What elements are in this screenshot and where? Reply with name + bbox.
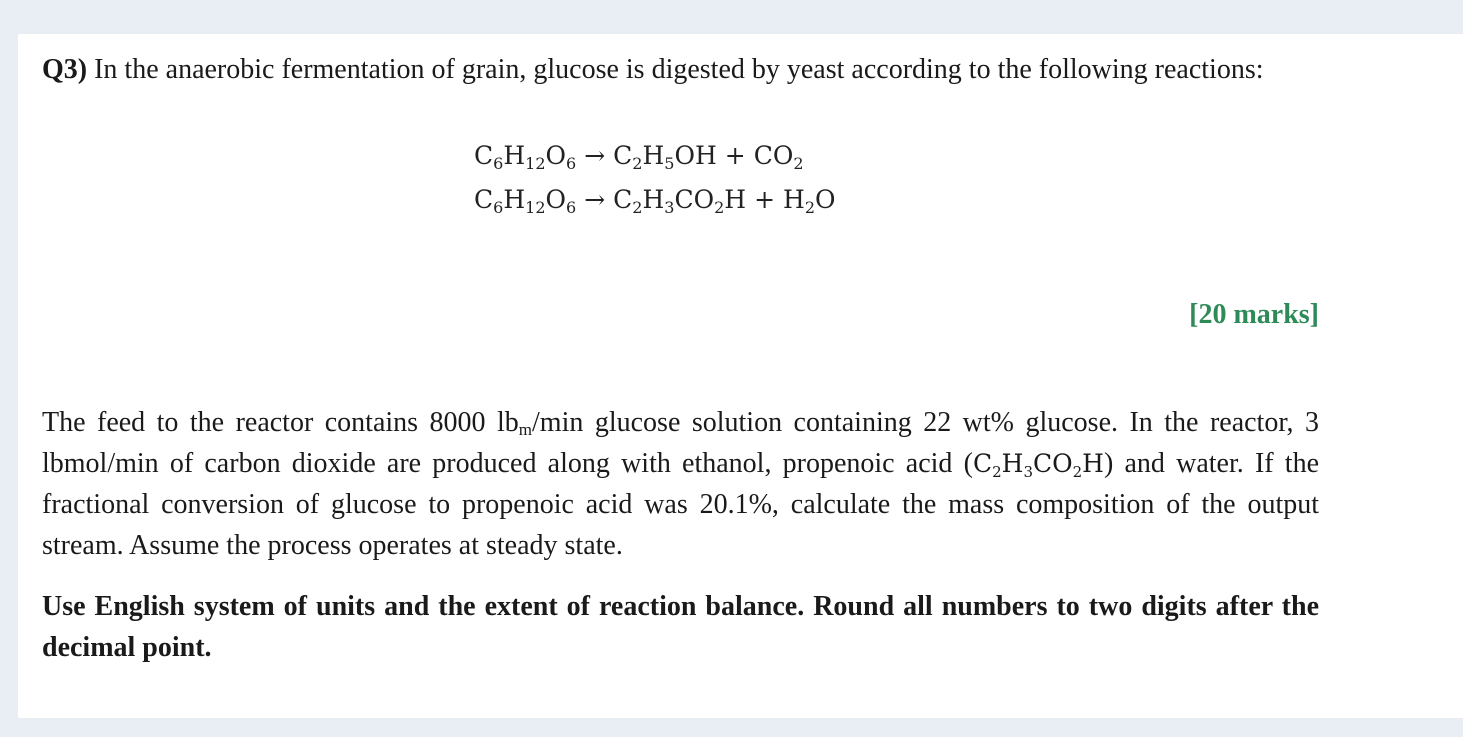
marks-label: [20 marks] — [1189, 299, 1319, 330]
reaction-arrow: → — [584, 141, 606, 170]
product-element: H — [783, 185, 805, 214]
question-card — [18, 34, 1463, 718]
product-element: CO — [753, 141, 794, 170]
product-subscript: 2 — [793, 154, 804, 173]
reaction-1 — [474, 134, 836, 178]
reactant-subscript: 6 — [493, 198, 504, 217]
unit-subscript: m — [518, 420, 533, 439]
formula-subscript: 2 — [992, 463, 1002, 481]
formula-subscript: 2 — [1072, 463, 1083, 481]
formula-element: C — [972, 449, 993, 478]
reactant-subscript: 6 — [566, 154, 577, 173]
reactant-subscript: 12 — [525, 154, 546, 173]
question-intro — [42, 49, 1319, 90]
product-element: OH — [674, 141, 717, 170]
product-subscript: 2 — [632, 154, 643, 173]
feed-text-1: The feed to the reactor contains 8000 lb — [42, 407, 519, 438]
product-element: H — [642, 185, 665, 214]
propenoic-acid-formula — [972, 449, 1104, 481]
product-element: C — [613, 141, 633, 170]
product-subscript: 2 — [714, 198, 725, 217]
reactant-element: C — [474, 141, 494, 170]
plus-sign: + — [724, 141, 746, 170]
reactant-subscript: 12 — [525, 198, 546, 217]
formula-element: H — [1082, 449, 1104, 478]
instruction-paragraph: Use English system of units and the extent of reaction balance. Round all numbers to two digits after the decimal point. — [42, 591, 1319, 663]
reactant-element: O — [545, 185, 566, 214]
reaction-arrow: → — [584, 185, 606, 214]
question-label: Q3) — [42, 54, 88, 85]
reaction-2 — [474, 178, 836, 222]
product-subscript: 5 — [664, 154, 675, 173]
formula-element: CO — [1033, 449, 1073, 478]
product-subscript: 2 — [804, 198, 816, 217]
product-subscript: 3 — [664, 198, 675, 217]
product-element: H — [724, 185, 747, 214]
reactant-subscript: 6 — [493, 154, 504, 173]
reactant-subscript: 6 — [566, 198, 577, 217]
reactant-element: C — [474, 185, 494, 214]
reactant-element: H — [503, 185, 526, 214]
feed-text-3: ) and water. If the fractional conversion of glucose to propenoic acid was 20.1%, calculate the mass composition of the output stream. Assume the process operates at steady state. — [42, 448, 1319, 561]
product-element: CO — [674, 185, 715, 214]
product-element: C — [613, 185, 633, 214]
reactant-element: H — [503, 141, 526, 170]
reaction-equations — [474, 134, 836, 222]
product-subscript: 2 — [632, 198, 643, 217]
formula-subscript: 3 — [1023, 463, 1033, 481]
feed-paragraph — [42, 402, 1319, 566]
question-intro-text: In the anaerobic fermentation of grain, glucose is digested by yeast according to the following reactions: — [87, 54, 1264, 85]
formula-element: H — [1001, 449, 1024, 478]
product-element: O — [815, 185, 836, 214]
feed-text-2: /min glucose solution containing 22 wt% glucose. In the reactor, 3 lbmol/min of carbon dioxide are produced along with ethanol, propenoic acid ( — [42, 407, 1320, 479]
product-element: H — [642, 141, 665, 170]
plus-sign: + — [754, 185, 776, 214]
reactant-element: O — [545, 141, 566, 170]
